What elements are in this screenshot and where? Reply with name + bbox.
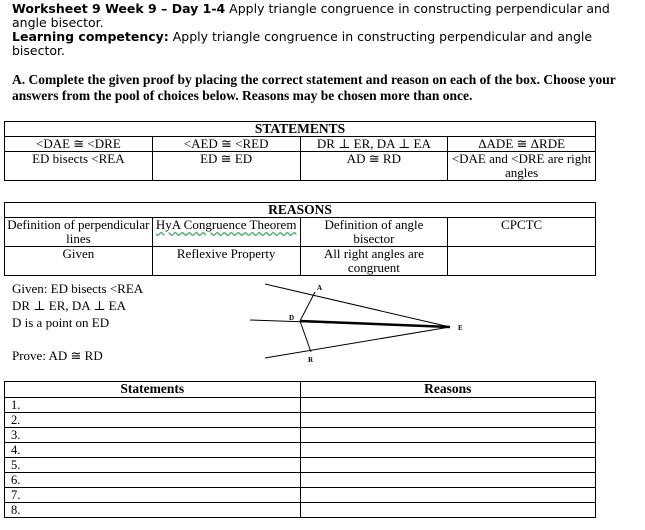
proof-statement-cell[interactable]: 7. — [5, 488, 301, 503]
statement-choice: AD ≅ RD — [300, 152, 448, 181]
segment-da — [300, 292, 315, 321]
reason-choice: CPCTC — [448, 218, 596, 247]
proof-reason-cell[interactable] — [300, 443, 595, 458]
proof-statement-cell[interactable]: 5. — [5, 458, 301, 473]
statements-pool-title: STATEMENTS — [5, 122, 596, 137]
proof-table — [4, 381, 596, 518]
proof-reason-cell[interactable] — [300, 473, 595, 488]
label-r: R — [308, 356, 314, 364]
proof-statement-cell[interactable]: 3. — [5, 428, 301, 443]
statement-choice: <AED ≅ <RED — [152, 137, 300, 152]
given-block — [12, 280, 143, 364]
proof-reason-cell[interactable] — [300, 428, 595, 443]
worksheet-header — [12, 2, 632, 58]
proof-reason-cell[interactable] — [300, 488, 595, 503]
instruction-text: A. Complete the given proof by placing the correct statement and reason on each of the box. Choose your answers from the pool of choices below. Reasons may be chosen more than once. — [12, 72, 616, 103]
proof-reason-cell[interactable] — [300, 413, 595, 428]
label-a: A — [317, 284, 323, 292]
header-title: Worksheet 9 Week 9 – Day 1-4 Apply triangle congruence in constructing perpendicular and angle bisector. — [12, 1, 610, 30]
reason-choice: All right angles are congruent — [300, 247, 448, 276]
reason-choice: Given — [5, 247, 153, 276]
given-line: D is a point on ED — [12, 315, 110, 330]
proof-reason-cell[interactable] — [300, 398, 595, 413]
proof-statement-cell[interactable]: 1. — [5, 398, 301, 413]
proof-statement-cell[interactable]: 2. — [5, 413, 301, 428]
statement-choice: <DAE ≅ <DRE — [5, 137, 153, 152]
proof-statements-header: Statements — [5, 382, 301, 398]
given-line: Given: ED bisects <REA — [12, 281, 144, 296]
proof-reason-cell[interactable] — [300, 458, 595, 473]
statement-choice: DR ⊥ ER, DA ⊥ EA — [300, 137, 448, 152]
statements-pool-table — [4, 121, 596, 181]
proof-reason-cell[interactable] — [300, 503, 595, 518]
statement-choice: <DAE and <DRE are right angles — [448, 152, 596, 181]
given-line: DR ⊥ ER, DA ⊥ EA — [12, 298, 127, 313]
proof-statement-cell[interactable]: 8. — [5, 503, 301, 518]
proof-statement-cell[interactable]: 6. — [5, 473, 301, 488]
reason-choice: Reflexive Property — [152, 247, 300, 276]
label-e: E — [458, 324, 463, 332]
reason-choice — [448, 247, 596, 276]
reasons-pool-table — [4, 202, 596, 276]
prove-line: Prove: AD ≅ RD — [12, 348, 103, 363]
header-competency: Learning competency: Apply triangle congruence in constructing perpendicular and angle bisector. — [12, 29, 593, 58]
reason-choice: HyA Congruence Theorem — [152, 218, 300, 247]
proof-statement-cell[interactable]: 4. — [5, 443, 301, 458]
statement-choice: ED bisects <REA — [5, 152, 153, 181]
reason-choice: Definition of perpendicular lines — [5, 218, 153, 247]
label-d: D — [289, 314, 295, 322]
reasons-pool-title: REASONS — [5, 203, 596, 218]
triangle-diagram — [245, 280, 475, 370]
proof-reasons-header: Reasons — [300, 382, 595, 398]
ray-er — [265, 327, 450, 358]
statement-choice: ED ≅ ED — [152, 152, 300, 181]
reason-choice: Definition of angle bisector — [300, 218, 448, 247]
segment-dr — [300, 321, 311, 352]
statement-choice: ΔADE ≅ ΔRDE — [448, 137, 596, 152]
